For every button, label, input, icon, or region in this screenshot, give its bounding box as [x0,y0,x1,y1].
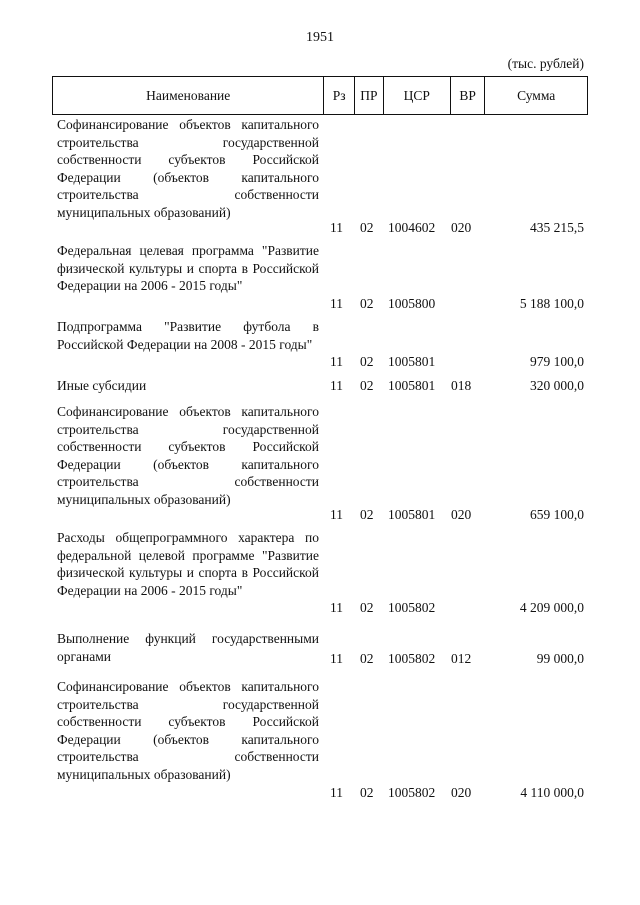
row-pr: 02 [360,220,374,235]
header-vr: ВР [450,77,485,114]
header-rz: Рз [323,77,354,114]
row-name: Расходы общепрограммного характера по федеральной целевой программе "Развитие физической культуры и спорта в Российской Федерации на 2006 - 2015 годы" [57,530,319,598]
row-rz: 11 [330,651,343,666]
header-csr: ЦСР [383,77,450,114]
row-sum: 435 215,5 [530,220,584,235]
row-vr: 020 [451,507,472,522]
row-rz: 11 [330,507,343,522]
row-name: Софинансирование объектов капитального строительства государственной собственности субъектов Российской Федерации (объектов капитального строительства собственности муниципальных образований) [57,117,319,220]
row-sum: 4 110 000,0 [520,785,584,800]
row-pr: 02 [360,785,374,800]
row-pr: 02 [360,296,374,311]
row-name: Иные субсидии [57,378,147,393]
row-rz: 11 [330,600,343,615]
row-sum: 659 100,0 [530,507,584,522]
row-sum: 320 000,0 [530,378,584,393]
row-csr: 1005800 [388,296,436,311]
row-csr: 1005802 [388,785,436,800]
row-rz: 11 [330,220,343,235]
row-pr: 02 [360,354,374,369]
table-header [52,76,588,115]
row-name: Софинансирование объектов капитального строительства государственной собственности субъектов Российской Федерации (объектов капитального строительства собственности муниципальных образований) [57,404,319,507]
row-csr: 1005802 [388,651,436,666]
row-vr: 012 [451,651,472,666]
row-sum: 99 000,0 [536,651,584,666]
row-sum: 5 188 100,0 [519,296,584,311]
row-csr: 1004602 [388,220,436,235]
row-name: Подпрограмма "Развитие футбола в Российской Федерации на 2008 - 2015 годы" [57,319,319,352]
row-rz: 11 [330,378,343,393]
row-pr: 02 [360,507,374,522]
header-sum: Сумма [484,77,588,114]
row-pr: 02 [360,651,374,666]
header-name: Наименование [52,77,323,114]
row-vr: 020 [451,220,472,235]
row-vr: 020 [451,785,472,800]
row-csr: 1005801 [388,378,436,393]
row-pr: 02 [360,600,374,615]
header-pr: ПР [354,77,383,114]
row-rz: 11 [330,354,343,369]
row-sum: 979 100,0 [530,354,584,369]
row-rz: 11 [330,785,343,800]
row-csr: 1005802 [388,600,436,615]
row-name: Софинансирование объектов капитального строительства государственной собственности субъектов Российской Федерации (объектов капитального строительства собственности муниципальных образований) [57,679,319,782]
row-rz: 11 [330,296,343,311]
page-number: 1951 [306,30,334,45]
row-pr: 02 [360,378,374,393]
row-csr: 1005801 [388,354,436,369]
row-csr: 1005801 [388,507,436,522]
row-vr: 018 [451,378,472,393]
row-name: Выполнение функций государственными органами [57,631,319,664]
row-sum: 4 209 000,0 [519,600,584,615]
unit-note: (тыс. рублей) [507,56,584,71]
row-name: Федеральная целевая программа "Развитие физической культуры и спорта в Российской Федерации на 2006 - 2015 годы" [57,243,319,293]
